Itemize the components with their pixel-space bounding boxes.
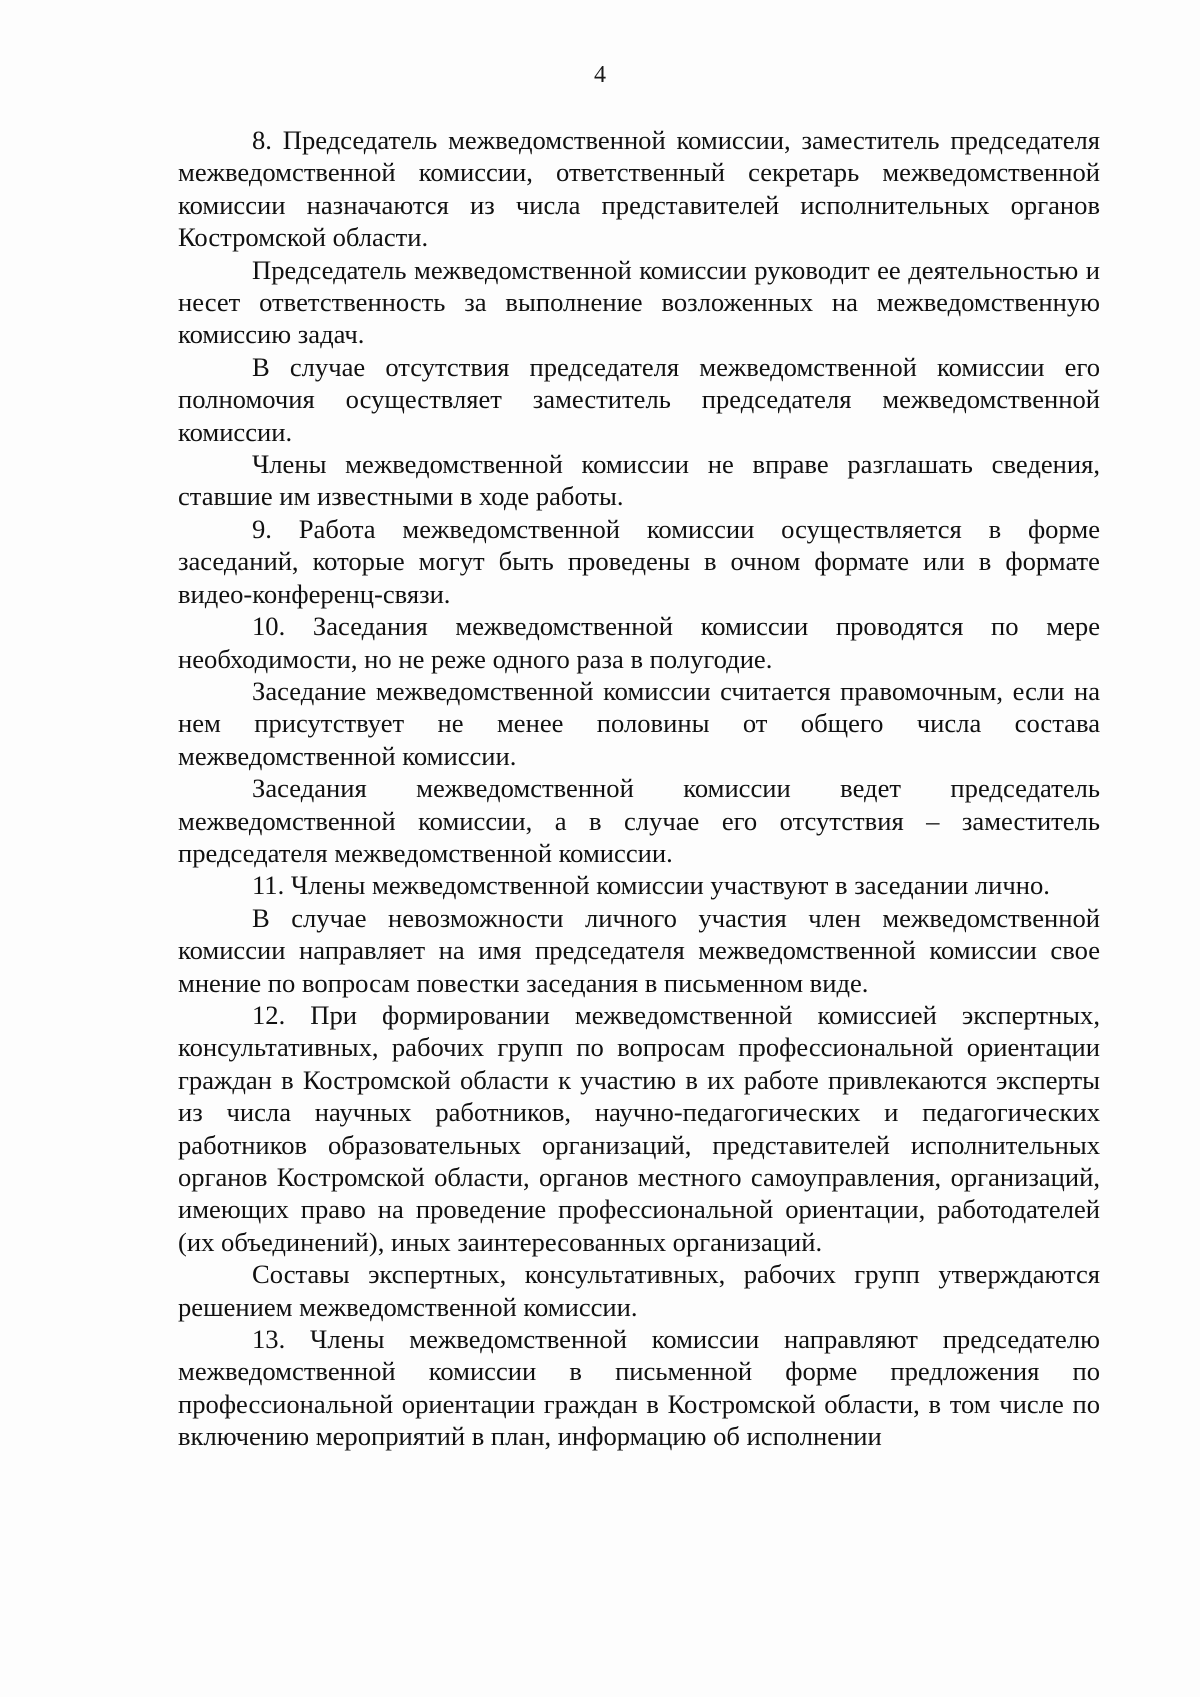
paragraph-9: 9. Работа межведомственной комиссии осуществляется в форме заседаний, которые могут быть проведены в очном формате или в формате видео-конференц-связи.	[178, 513, 1100, 609]
paragraph-confidentiality: Члены межведомственной комиссии не вправе разглашать сведения, ставшие им известными в ходе работы.	[178, 449, 1100, 512]
paragraph-written-opinion: В случае невозможности личного участия член межведомственной комиссии направляет на имя председателя межведомственной комиссии свое мнение по вопросам повестки заседания в письменном виде.	[178, 902, 1100, 998]
paragraph-quorum: Заседание межведомственной комиссии считается правомочным, если на нем присутствует не менее половины от общего числа состава межведомственной комиссии.	[178, 675, 1100, 771]
paragraph-10: 10. Заседания межведомственной комиссии проводятся по мере необходимости, но не реже одного раза в полугодие.	[178, 611, 1100, 674]
paragraph-13: 13. Члены межведомственной комиссии направляют председателю межведомственной комиссии в письменной форме предложения по профессиональной ориентации граждан в Костромской области, в том числе по включению мероприятий в план, информацию об исполнении	[178, 1324, 1100, 1452]
paragraph-meeting-chair: Заседания межведомственной комиссии ведет председатель межведомственной комиссии, а в случае его отсутствия – заместитель председателя межведомственной комиссии.	[178, 773, 1100, 868]
paragraph-chairman-duties: Председатель межведомственной комиссии руководит ее деятельностью и несет ответственность за выполнение возложенных на межведомственную комиссию задач.	[178, 254, 1100, 350]
paragraph-12: 12. При формировании межведомственной комиссией экспертных, консультативных, рабочих групп по вопросам профессиональной ориентации граждан в Костромской области к участию в их работе привлекаются эксперты из числа научных работников, научно-педагогических и педагогических работников образовательных организаций, представителей исполнительных органов Костромской области, органов местного самоуправления, организаций, имеющих право на проведение профессиональной ориентации, работодателей (их объединений), иных заинтересованных организаций.	[178, 999, 1100, 1257]
page-number: 4	[594, 62, 606, 88]
document-body	[178, 124, 1100, 1453]
paragraph-chairman-absence: В случае отсутствия председателя межведомственной комиссии его полномочия осуществляет заместитель председателя межведомственной комиссии.	[178, 351, 1100, 447]
paragraph-8: 8. Председатель межведомственной комиссии, заместитель председателя межведомственной комиссии, ответственный секретарь межведомственной комиссии назначаются из числа представителей исполнительных органов Костромской области.	[178, 125, 1100, 253]
paragraph-group-composition: Составы экспертных, консультативных, рабочих групп утверждаются решением межведомственной комиссии.	[178, 1259, 1100, 1322]
paragraph-11: 11. Члены межведомственной комиссии участвуют в заседании лично.	[252, 870, 1050, 901]
